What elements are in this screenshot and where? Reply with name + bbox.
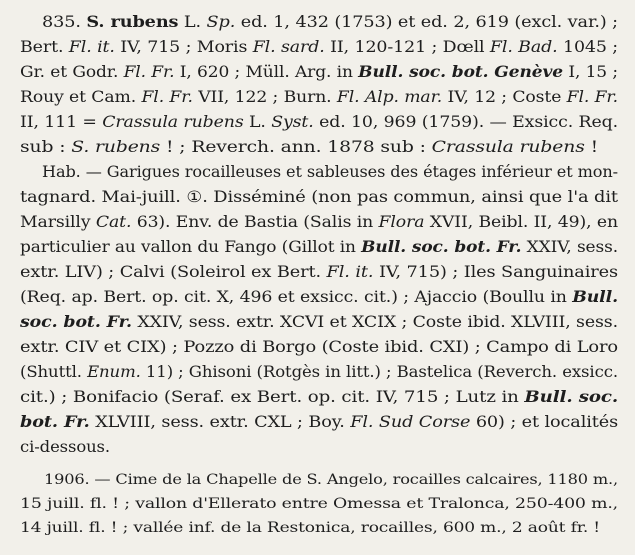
text-run: I, 620 ; Müll. Arg. in bbox=[174, 63, 359, 81]
text-run: ! ; Reverch. ann. 1878 sub : bbox=[160, 138, 432, 156]
text-run: L. bbox=[178, 13, 207, 31]
styled-text-run: Fl. it. bbox=[68, 38, 115, 56]
styled-text-run: Bull. soc. bot. Genève bbox=[358, 62, 564, 81]
text-line bbox=[20, 62, 618, 82]
text-run: 11) ; Ghisoni (Rotgès in litt.) ; Bastelica (Reverch. exsicc. bbox=[140, 363, 619, 381]
text-run: 60) ; et localités bbox=[470, 413, 619, 431]
styled-text-run: Sp. bbox=[206, 13, 236, 31]
text-run: Bert. bbox=[20, 38, 69, 56]
styled-text-run: bot. Fr. bbox=[20, 412, 90, 431]
styled-text-run: Flora bbox=[378, 213, 425, 231]
text-run: 14 juill. fl. ! ; vallée inf. de la Restonica, rocailles, 600 m., 2 août fr. ! bbox=[20, 520, 600, 536]
text-line bbox=[42, 162, 618, 182]
styled-text-run: Cat. bbox=[95, 213, 132, 231]
styled-text-run: S. rubens bbox=[86, 12, 179, 31]
text-run: extr. CIV et CIX) ; Pozzo di Borgo (Coste ibid. CXI) ; Campo di Loro bbox=[20, 338, 619, 356]
text-line bbox=[20, 112, 618, 132]
text-run: IV, 12 ; Coste bbox=[442, 88, 567, 106]
styled-text-run: Syst. bbox=[271, 113, 314, 131]
styled-text-run: soc. bot. Fr. bbox=[20, 312, 132, 331]
text-run: 835. bbox=[42, 13, 81, 31]
text-run: IV, 715 ; Moris bbox=[114, 38, 253, 56]
text-run: VII, 122 ; Burn. bbox=[192, 88, 337, 106]
text-line bbox=[20, 237, 618, 257]
styled-text-run: Fl. Fr. bbox=[566, 88, 619, 106]
text-line bbox=[20, 312, 618, 332]
text-run: Marsilly bbox=[20, 213, 96, 231]
text-run: Gr. et Godr. bbox=[20, 63, 124, 81]
styled-text-run: Crassula rubens bbox=[431, 138, 585, 156]
styled-text-run: Crassula rubens bbox=[102, 113, 244, 131]
text-line bbox=[20, 362, 618, 382]
text-run: 63). Env. de Bastia (Salis in bbox=[131, 213, 379, 231]
text-run: ci-dessous. bbox=[20, 438, 110, 456]
styled-text-run: Bull. soc. bbox=[524, 387, 619, 406]
text-run: Rouy et Cam. bbox=[20, 88, 142, 106]
text-line bbox=[20, 337, 618, 357]
text-line bbox=[20, 137, 598, 157]
text-line bbox=[20, 412, 618, 432]
text-run: sub : bbox=[20, 138, 72, 156]
text-run: ! bbox=[584, 138, 599, 156]
text-run: (Shuttl. bbox=[20, 363, 88, 381]
text-line bbox=[20, 518, 600, 538]
text-run: (Req. ap. Bert. op. cit. X, 496 et exsicc. cit.) ; Ajaccio (Boullu in bbox=[20, 288, 573, 306]
text-line bbox=[20, 494, 618, 514]
text-run: XVII, Beibl. II, 49), en bbox=[424, 213, 618, 231]
text-run: II, 120-121 ; Dœll bbox=[324, 38, 490, 56]
text-line bbox=[20, 87, 618, 107]
text-run: IV, 715) ; Iles Sanguinaires bbox=[373, 263, 618, 281]
styled-text-run: S. rubens bbox=[71, 138, 161, 156]
text-run: I, 15 ; bbox=[563, 63, 618, 81]
text-run: XXIV, sess. bbox=[521, 238, 618, 256]
text-run: tagnard. Mai-juill. ①. Disséminé (non pas commun, ainsi que l'a dit bbox=[20, 188, 618, 206]
text-run: XXIV, sess. extr. XCVI et XCIX ; Coste ibid. XLVIII, sess. bbox=[131, 313, 619, 331]
styled-text-run: Enum. bbox=[87, 363, 141, 381]
text-run: extr. LIV) ; Calvi (Soleirol ex Bert. bbox=[20, 263, 327, 281]
text-line bbox=[42, 12, 618, 32]
styled-text-run: Fl. Sud Corse bbox=[350, 413, 471, 431]
text-run: ed. 1, 432 (1753) et ed. 2, 619 (excl. var.) ; bbox=[235, 13, 618, 31]
text-run: cit.) ; Bonifacio (Seraf. ex Bert. op. cit. IV, 715 ; Lutz in bbox=[20, 388, 525, 406]
text-line bbox=[20, 287, 618, 307]
styled-text-run: Bull. soc. bot. Fr. bbox=[361, 237, 522, 256]
styled-text-run: Fl. Alp. mar. bbox=[336, 88, 443, 106]
text-run: 1045 ; bbox=[557, 38, 619, 56]
text-line bbox=[20, 262, 618, 282]
text-line bbox=[44, 470, 618, 490]
text-line bbox=[20, 187, 618, 207]
text-line bbox=[20, 212, 618, 232]
text-run: XLVIII, sess. extr. CXL ; Boy. bbox=[89, 413, 351, 431]
text-run: L. bbox=[243, 113, 272, 131]
styled-text-run: Fl. sard. bbox=[252, 38, 325, 56]
styled-text-run: Fl. Fr. bbox=[141, 88, 193, 106]
text-line bbox=[20, 387, 618, 407]
text-run: 15 juill. fl. ! ; vallon d'Ellerato entre Omessa et Traloncа, 250-400 m., bbox=[20, 496, 619, 512]
styled-text-run: Fl. Fr. bbox=[123, 63, 175, 81]
text-run: 1906. — Cime de la Chapelle de S. Angelo, rocailles calcaires, 1180 m., bbox=[44, 472, 618, 488]
text-run: particulier au vallon du Fango (Gillot in bbox=[20, 238, 362, 256]
styled-text-run: Fl. it. bbox=[326, 263, 374, 281]
text-run: Hab. — Garigues rocailleuses et sableuses des étages inférieur et mon- bbox=[42, 163, 619, 181]
text-line bbox=[20, 437, 110, 457]
text-run: ed. 10, 969 (1759). — Exsicc. Req. bbox=[313, 113, 619, 131]
text-line bbox=[20, 37, 618, 57]
text-run: II, 111 = bbox=[20, 113, 103, 131]
styled-text-run: Bull. bbox=[572, 287, 619, 306]
styled-text-run: Fl. Bad. bbox=[489, 38, 558, 56]
